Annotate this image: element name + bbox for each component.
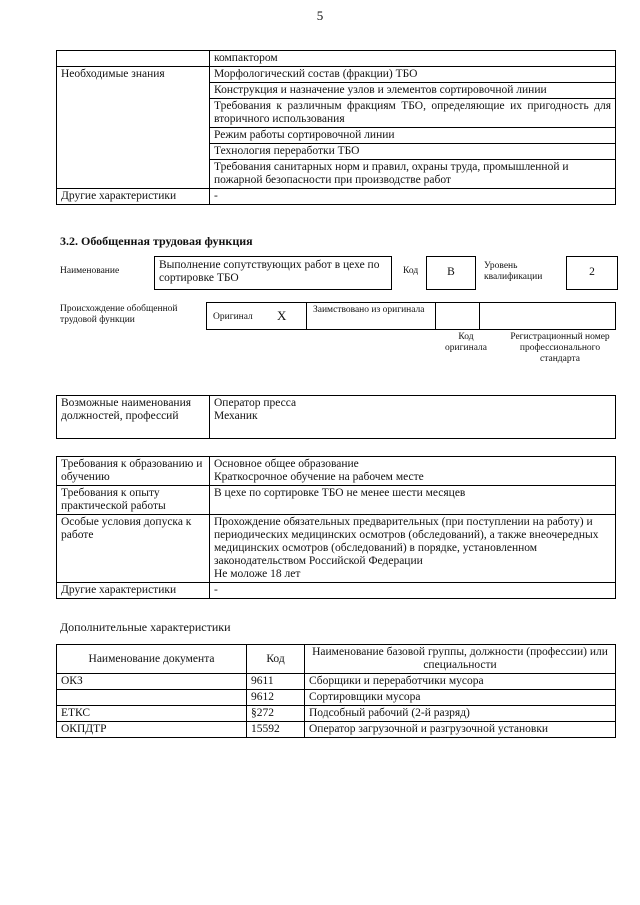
position-item: Механик	[214, 410, 258, 422]
continued-line: компактором	[210, 51, 616, 67]
header-cell: Наименование документа	[57, 645, 247, 674]
name-cell: Сборщики и переработчики мусора	[305, 674, 616, 690]
level-label: Уровень квалификации	[484, 261, 543, 282]
code-value: B	[426, 256, 476, 290]
header-cell: Код	[247, 645, 305, 674]
table-row	[57, 674, 616, 690]
requirement-label: Требования к образованию и обучению	[57, 457, 210, 486]
doc-cell: ОКЗ	[57, 674, 247, 690]
code-cell: 9611	[247, 674, 305, 690]
name-cell: Сортировщики мусора	[305, 690, 616, 706]
name-cell: Оператор загрузочной и разгрузочной установки	[305, 722, 616, 738]
requirement-label: Требования к опыту практической работы	[57, 486, 210, 515]
knowledge-item: Требования санитарных норм и правил, охраны труда, промышленной и пожарной безопасности при производстве работ	[210, 160, 616, 189]
name-label: Наименование	[60, 266, 120, 276]
knowledge-item: Технология переработки ТБО	[210, 144, 616, 160]
knowledge-table	[56, 50, 616, 205]
empty-label-cell	[57, 51, 210, 67]
extra-table	[56, 644, 616, 738]
level-value: 2	[566, 256, 618, 290]
origin-label: Происхождение обобщенной трудовой функции	[60, 304, 178, 325]
other-value: -	[210, 189, 616, 205]
knowledge-item: Режим работы сортировочной линии	[210, 128, 616, 144]
positions-values	[210, 396, 616, 439]
code-cell: 15592	[247, 722, 305, 738]
knowledge-item: Конструкция и назначение узлов и элементов сортировочной линии	[210, 83, 616, 99]
original-label: Оригинал	[213, 312, 253, 322]
section-title: 3.2. Обобщенная трудовая функция	[60, 234, 253, 248]
requirement-item: Прохождение обязательных предварительных (при поступлении на работу) и периодических медицинских осмотров (обследований), а также внеочередных медицинских осмотров (обследований) в порядке, установленном законодательством Российской Федерации	[214, 516, 599, 567]
divider	[306, 303, 307, 329]
code-label: Код	[403, 266, 419, 276]
divider	[479, 303, 480, 329]
knowledge-item: Требования к различным фракциям ТБО, определяющие их пригодность для вторичного использования	[210, 99, 616, 128]
table-row	[57, 690, 616, 706]
page-number: 5	[316, 8, 324, 23]
doc-cell	[57, 690, 247, 706]
other-label: Другие характеристики	[57, 189, 210, 205]
requirement-item: Не моложе 18 лет	[214, 568, 301, 580]
name-cell: Подсобный рабочий (2-й разряд)	[305, 706, 616, 722]
doc-cell: ОКПДТР	[57, 722, 247, 738]
knowledge-item: Морфологический состав (фракции) ТБО	[210, 67, 616, 83]
doc-cell: ЕТКС	[57, 706, 247, 722]
origin-box	[206, 302, 616, 330]
code-caption: Код оригинала	[445, 332, 487, 353]
requirement-item: В цехе по сортировке ТБО не менее шести месяцев	[210, 486, 616, 515]
requirement-item: Основное общее образование	[214, 458, 359, 470]
code-cell: §272	[247, 706, 305, 722]
code-cell: 9612	[247, 690, 305, 706]
header-cell: Наименование базовой группы, должности (профессии) или специальности	[305, 645, 616, 674]
position-item: Оператор пресса	[214, 397, 297, 409]
divider	[435, 303, 436, 329]
requirement-item: Краткосрочное обучение на рабочем месте	[214, 471, 424, 483]
borrowed-label: Заимствовано из оригинала	[313, 305, 425, 315]
table-row	[57, 706, 616, 722]
name-value: Выполнение сопутствующих работ в цехе по сортировке ТБО	[154, 256, 392, 290]
positions-label: Возможные наименования должностей, профессий	[57, 396, 210, 439]
requirement-item: -	[210, 583, 616, 599]
knowledge-label: Необходимые знания	[57, 67, 210, 189]
extra-title: Дополнительные характеристики	[60, 620, 231, 634]
original-mark: X	[277, 308, 287, 323]
requirement-values	[210, 515, 616, 583]
table-row	[57, 722, 616, 738]
reg-caption: Регистрационный номер профессионального стандарта	[510, 332, 610, 364]
requirement-label: Другие характеристики	[57, 583, 210, 599]
requirements-table	[56, 456, 616, 599]
requirement-values	[210, 457, 616, 486]
positions-table	[56, 395, 616, 439]
requirement-label: Особые условия допуска к работе	[57, 515, 210, 583]
